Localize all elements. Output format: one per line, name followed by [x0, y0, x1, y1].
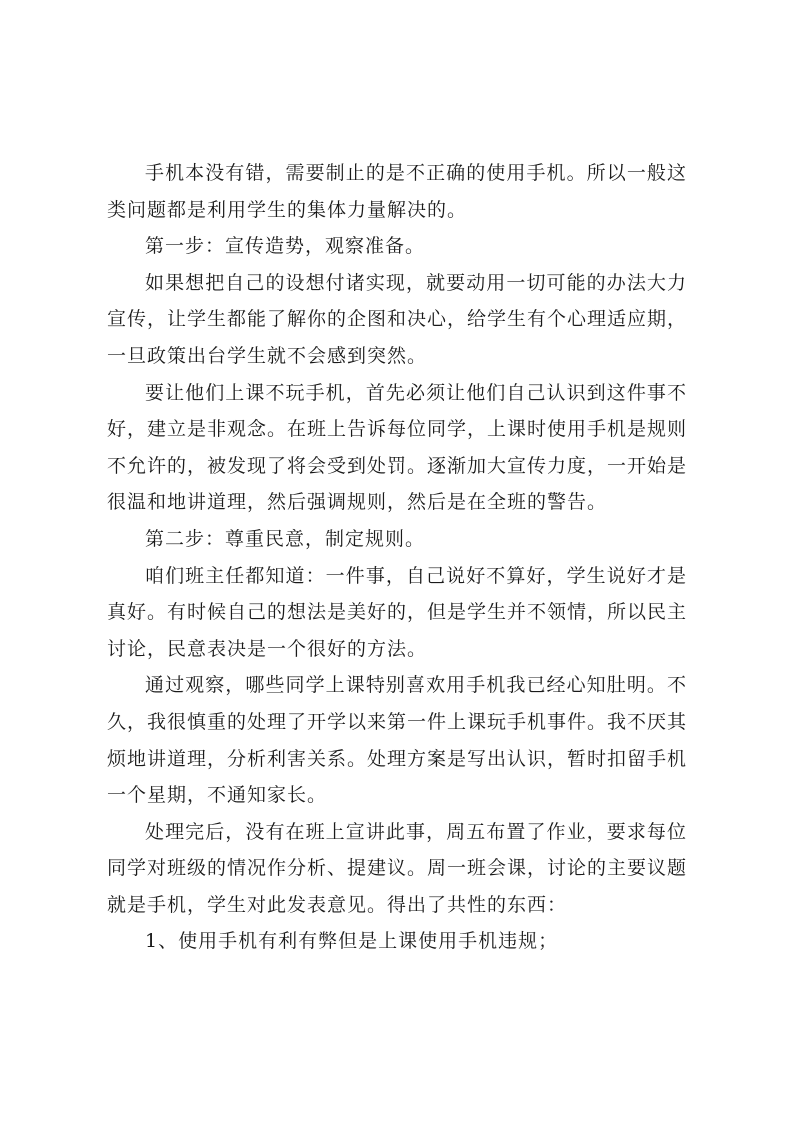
paragraph-2-heading-step-one: 第一步：宣传造势，观察准备。 [145, 235, 426, 258]
paragraph-7: 通过观察，哪些同学上课特别喜欢用手机我已经心知肚明。不久，我很慎重的处理了开学以来第一件上课玩手机事件。我不厌其烦地讲道理，分析利害关系。处理方案是写出认识，暂时扣留手机一个星期，不通知家长。 [107, 674, 688, 807]
paragraph-5-heading-step-two: 第二步：尊重民意，制定规则。 [145, 527, 426, 550]
paragraph-6: 咱们班主任都知道：一件事，自己说好不算好，学生说好才是真好。有时候自己的想法是美好的，但是学生并不领情，所以民主讨论，民意表决是一个很好的方法。 [107, 564, 688, 660]
paragraph-3: 如果想把自己的设想付诸实现，就要动用一切可能的办法大力宣传，让学生都能了解你的企图和决心，给学生有个心理适应期，一旦政策出台学生就不会感到突然。 [107, 271, 688, 367]
paragraph-9-list-item: 1、使用手机有利有弊但是上课使用手机违规； [145, 930, 559, 953]
document-body [107, 155, 687, 960]
paragraph-8: 处理完后，没有在班上宣讲此事，周五布置了作业，要求每位同学对班级的情况作分析、提建议。周一班会课，讨论的主要议题就是手机，学生对此发表意见。得出了共性的东西： [107, 820, 688, 916]
paragraph-1: 手机本没有错，需要制止的是不正确的使用手机。所以一般这类问题都是利用学生的集体力量解决的。 [107, 162, 687, 221]
paragraph-4: 要让他们上课不玩手机，首先必须让他们自己认识到这件事不好，建立是非观念。在班上告诉每位同学，上课时使用手机是规则不允许的，被发现了将会受到处罚。逐渐加大宣传力度，一开始是很温和地讲道理，然后强调规则，然后是在全班的警告。 [107, 381, 688, 514]
